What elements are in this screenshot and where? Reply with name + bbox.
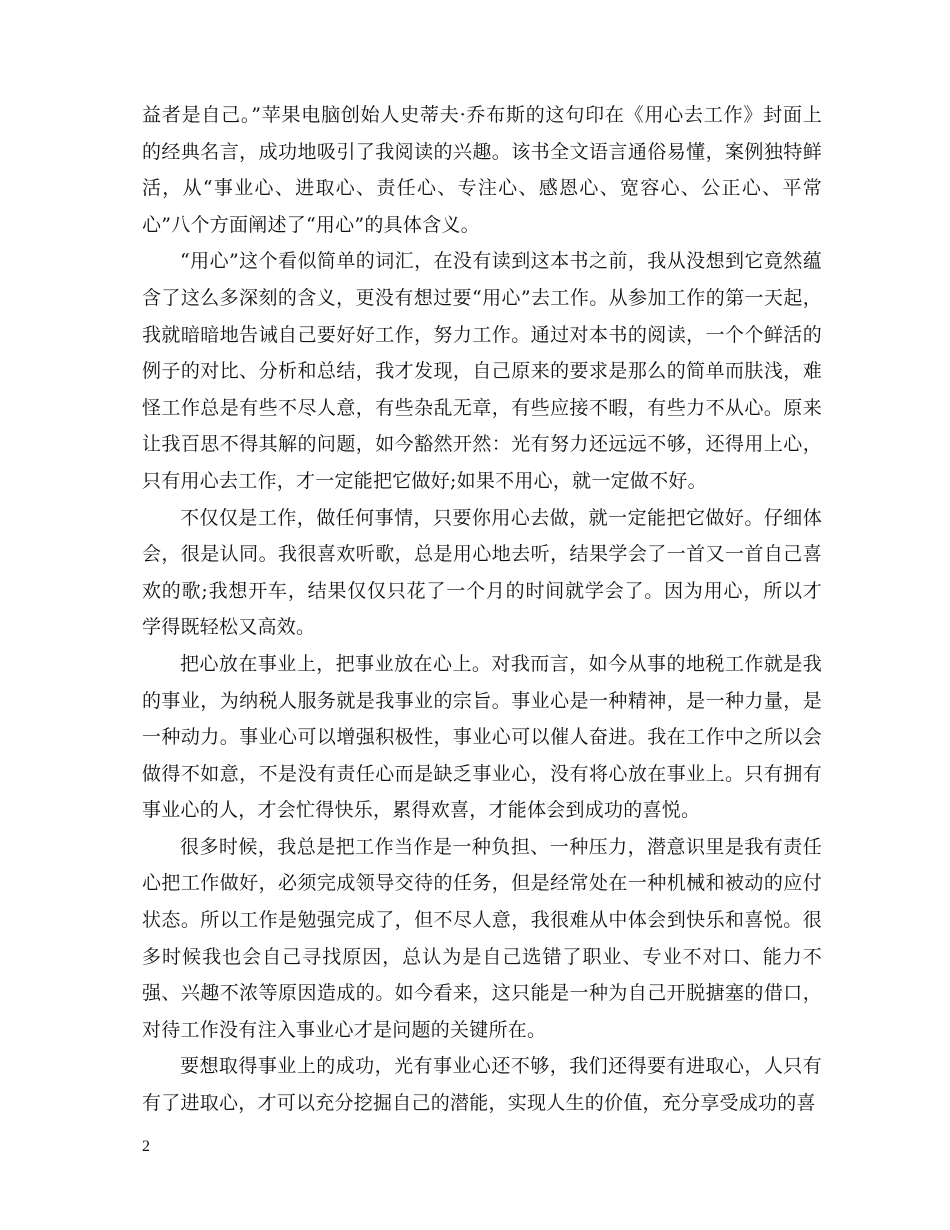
paragraph-1: 益者是自己。”苹果电脑创始人史蒂夫·乔布斯的这句印在《用心去工作》封面上的经典名言，成功地吸引了我阅读的兴趣。该书全文语言通俗易懂，案例独特鲜活，从“事业心、进取心、责任心、专注心、感恩心、宽容心、公正心、平常心”八个方面阐述了“用心”的具体含义。 — [142, 104, 822, 236]
document-body — [142, 97, 822, 1122]
paragraph-2: “用心”这个看似简单的词汇，在没有读到这本书之前，我从没想到它竟然蕴含了这么多深刻的含义，更没有想过要“用心”去工作。从参加工作的第一天起，我就暗暗地告诫自己要好好工作，努力工作。通过对本书的阅读，一个个鲜活的例子的对比、分析和总结，我才发现，自己原来的要求是那么的简单而肤浅，难怪工作总是有些不尽人意，有些杂乱无章，有些应接不暇，有些力不从心。原来让我百思不得其解的问题，如今豁然开然：光有努力还远远不够，还得用上心，只有用心去工作，才一定能把它做好;如果不用心，就一定做不好。 — [142, 250, 822, 492]
paragraph-3: 不仅仅是工作，做任何事情，只要你用心去做，就一定能把它做好。仔细体会，很是认同。我很喜欢听歌，总是用心地去听，结果学会了一首又一首自己喜欢的歌;我想开车，结果仅仅只花了一个月的时间就学会了。因为用心，所以才学得既轻松又高效。 — [142, 506, 822, 639]
paragraph-4: 把心放在事业上，把事业放在心上。对我而言，如今从事的地税工作就是我的事业，为纳税人服务就是我事业的宗旨。事业心是一种精神，是一种力量，是一种动力。事业心可以增强积极性，事业心可以催人奋进。我在工作中之所以会做得不如意，不是没有责任心而是缺乏事业心，没有将心放在事业上。只有拥有事业心的人，才会忙得快乐，累得欢喜，才能体会到成功的喜悦。 — [142, 652, 822, 822]
paragraph-5: 很多时候，我总是把工作当作是一种负担、一种压力，潜意识里是我有责任心把工作做好，必须完成领导交待的任务，但是经常处在一种机械和被动的应付状态。所以工作是勉强完成了，但不尽人意，我很难从中体会到快乐和喜悦。很多时候我也会自己寻找原因，总认为是自己选错了职业、专业不对口、能力不强、兴趣不浓等原因造成的。如今看来，这只能是一种为自己开脱搪塞的借口，对待工作没有注入事业心才是问题的关键所在。 — [142, 835, 822, 1041]
page-number: 2 — [142, 1138, 150, 1155]
paragraph-6: 要想取得事业上的成功，光有事业心还不够，我们还得要有进取心，人只有有了进取心，才可以充分挖掘自己的潜能，实现人生的价值，充分享受成功的喜 — [142, 1055, 822, 1115]
